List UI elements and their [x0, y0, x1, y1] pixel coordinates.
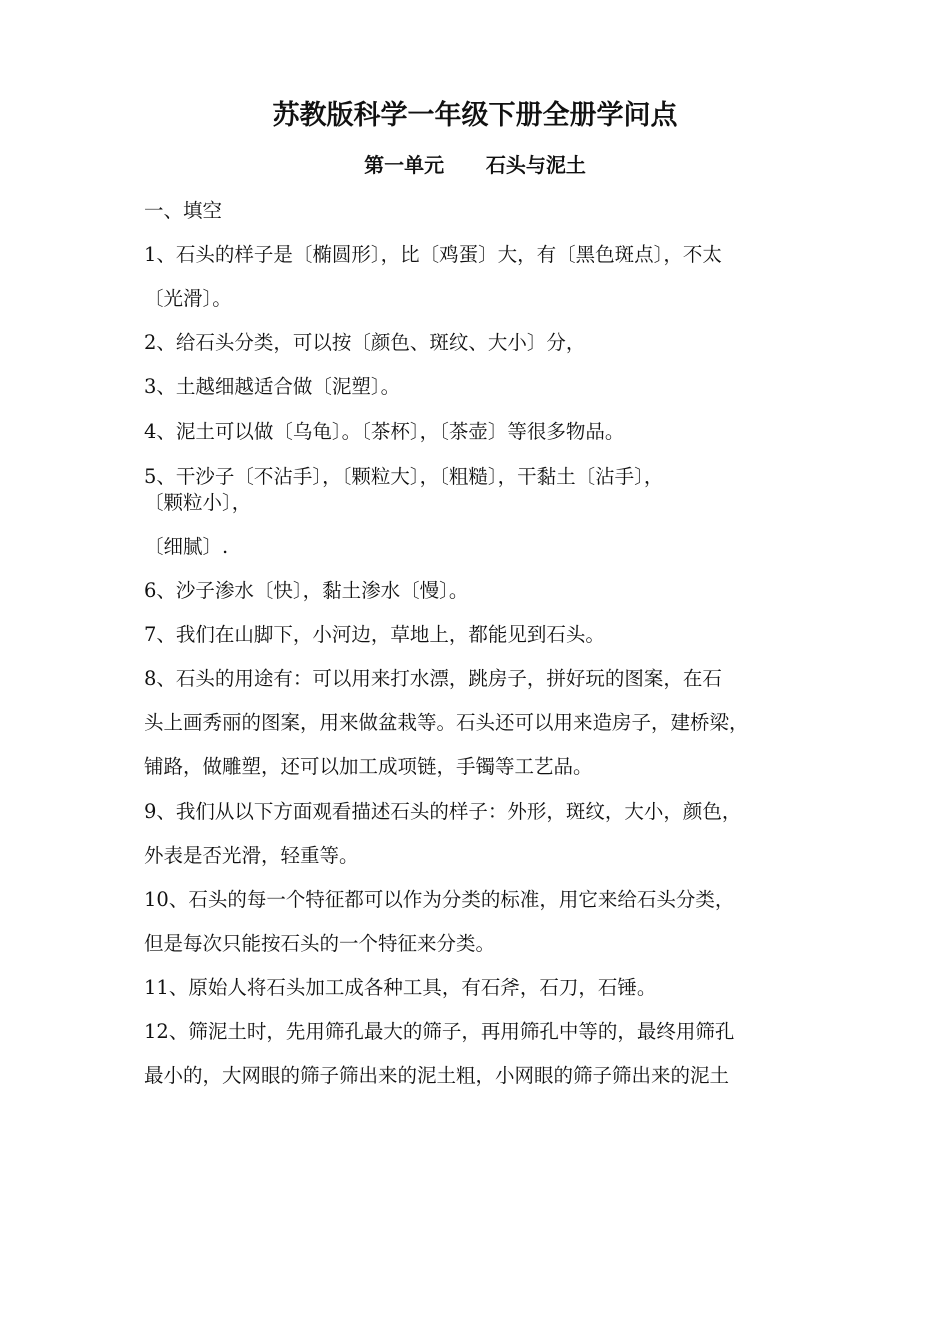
text-line: 12、筛泥土时，先用筛孔最大的筛子，再用筛孔中等的，最终用筛孔 [144, 1020, 735, 1043]
text-line: 5、干沙子〔不沾手〕，〔颗粒大〕，〔粗糙〕，干黏土〔沾手〕， [144, 465, 664, 488]
unit-heading: 第一单元 石头与泥土 [364, 153, 586, 177]
text-line: 2、给石头分类，可以按〔颜色、斑纹、大小〕分， [144, 331, 586, 354]
text-line: 11、原始人将石头加工成各种工具，有石斧，石刀，石锤。 [144, 976, 657, 999]
text-line: 〔细腻〕. [144, 535, 229, 558]
text-line: 〔光滑〕。 [144, 287, 232, 310]
text-line: 6、沙子渗水〔快〕，黏土渗水〔慢〕。 [144, 579, 469, 602]
text-line: 铺路，做雕塑，还可以加工成项链，手镯等工艺品。 [144, 755, 593, 778]
text-line: 1、石头的样子是〔椭圆形〕，比〔鸡蛋〕大，有〔黑色斑点〕，不太 [144, 243, 722, 266]
text-line: 头上画秀丽的图案，用来做盆栽等。石头还可以用来造房子，建桥梁， [144, 711, 749, 734]
text-line: 最小的，大网眼的筛子筛出来的泥土粗，小网眼的筛子筛出来的泥土 [144, 1064, 730, 1087]
text-line: 外表是否光滑，轻重等。 [144, 844, 359, 867]
text-line: 9、我们从以下方面观看描述石头的样子：外形，斑纹，大小，颜色， [144, 800, 742, 823]
text-line: 3、土越细越适合做〔泥塑〕。 [144, 375, 401, 398]
text-line: 8、石头的用途有：可以用来打水漂，跳房子，拼好玩的图案，在石 [144, 667, 722, 690]
text-line: 〔颗粒小〕， [144, 491, 252, 514]
text-line: 10、石头的每一个特征都可以作为分类的标准，用它来给石头分类， [144, 888, 735, 911]
text-line: 4、泥土可以做〔乌龟〕。〔茶杯〕，〔茶壶〕等很多物品。 [144, 420, 625, 443]
text-line: 7、我们在山脚下，小河边，草地上，都能见到石头。 [144, 623, 605, 646]
text-line: 但是每次只能按石头的一个特征来分类。 [144, 932, 496, 955]
document-title: 苏教版科学一年级下册全册学问点 [272, 100, 678, 131]
section-heading-fill-in: 一、填空 [144, 199, 223, 222]
